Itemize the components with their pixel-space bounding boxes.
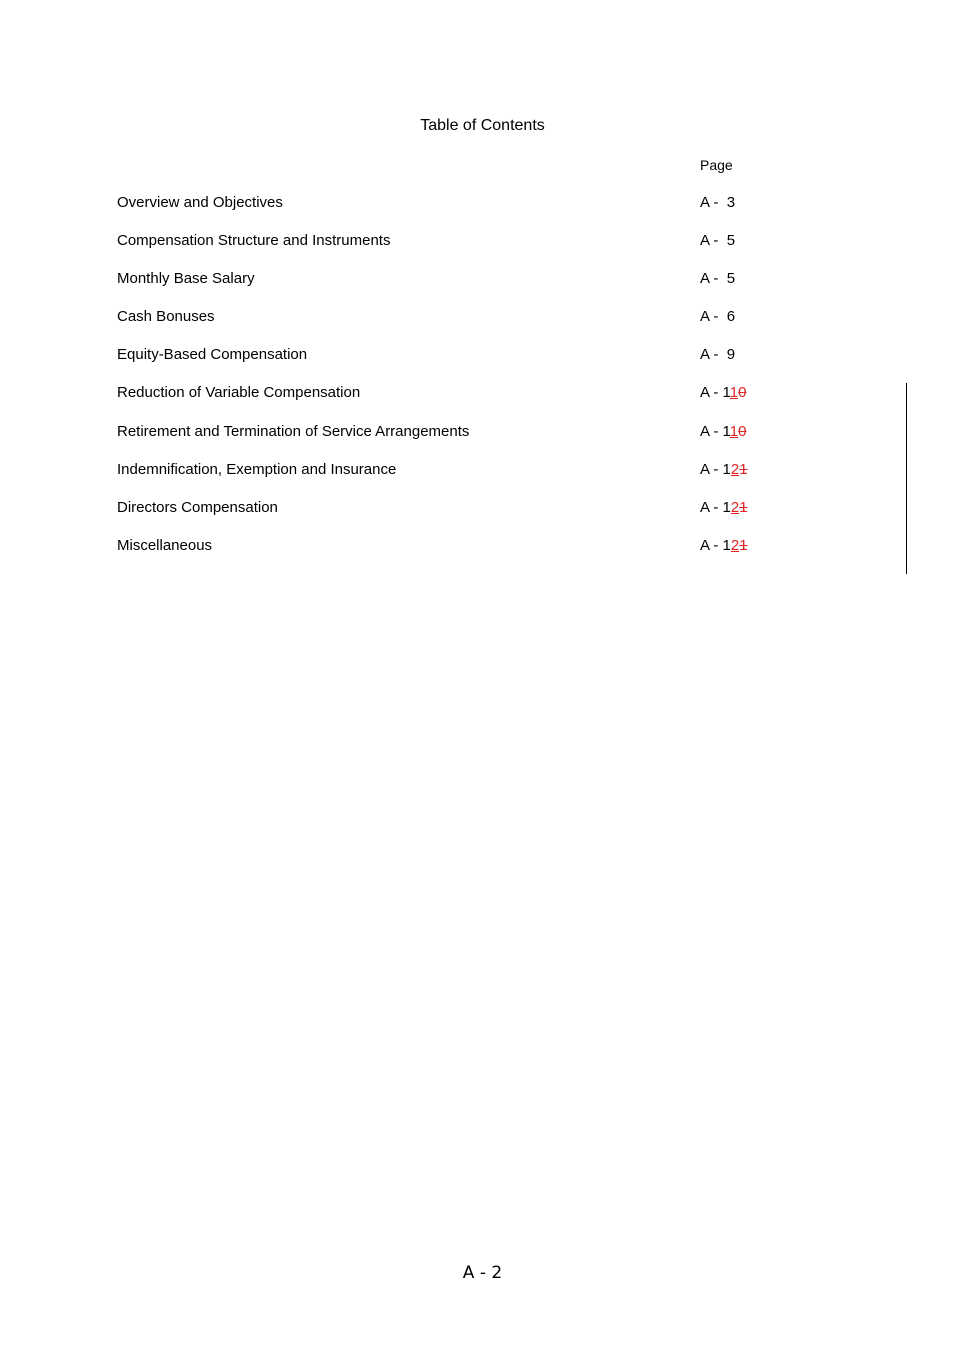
deleted-digit: 1 — [739, 460, 748, 478]
page-number: 1 — [722, 422, 730, 440]
page-prefix: A - — [700, 384, 723, 402]
toc-entry-page — [700, 193, 735, 213]
page-number: 9 — [726, 346, 736, 364]
toc-entry-page — [700, 536, 748, 556]
toc-title: Table of Contents — [420, 117, 545, 134]
toc-entry-title: Compensation Structure and Instruments — [117, 232, 391, 250]
page-number: 6 — [726, 308, 736, 326]
page-number: 1 — [722, 460, 731, 478]
toc-entry-title: Reduction of Variable Compensation — [117, 384, 361, 402]
page-number: 5 — [726, 232, 736, 250]
toc-entry-title: Monthly Base Salary — [117, 270, 255, 288]
toc-entry — [117, 307, 797, 345]
footer-page-number: A - 2 — [462, 1263, 503, 1283]
page-prefix: A - — [700, 308, 727, 326]
toc-entry-title: Cash Bonuses — [117, 308, 215, 326]
toc-list — [117, 193, 797, 574]
toc-entry — [117, 422, 797, 460]
toc-entry-page — [700, 383, 746, 403]
page-prefix: A - — [700, 194, 727, 211]
toc-entry — [117, 498, 797, 536]
toc-entry — [117, 231, 797, 269]
toc-entry — [117, 269, 797, 307]
toc-entry-page — [700, 460, 748, 480]
page-number: 3 — [726, 194, 736, 211]
deleted-digit: 1 — [739, 536, 748, 554]
toc-entry — [117, 345, 797, 383]
page-prefix: A - — [700, 536, 723, 554]
page-prefix: A - — [700, 346, 727, 364]
page-prefix: A - — [700, 232, 727, 250]
toc-entry-title: Miscellaneous — [117, 536, 213, 554]
toc-entry-page — [700, 345, 735, 365]
toc-entry — [117, 460, 797, 498]
inserted-digit: 1 — [729, 384, 739, 402]
deleted-digit: 1 — [739, 498, 748, 516]
page-number: 5 — [726, 270, 736, 288]
deleted-digit: 0 — [738, 384, 747, 402]
page-prefix: A - — [700, 270, 727, 288]
toc-entry-title: Overview and Objectives — [117, 194, 283, 211]
toc-entry-page — [700, 498, 748, 518]
page-number: 1 — [722, 384, 730, 402]
toc-entry-title: Retirement and Termination of Service Arrangements — [117, 422, 470, 440]
inserted-digit: 2 — [730, 460, 740, 478]
page-number: 1 — [722, 498, 731, 516]
deleted-digit: 0 — [738, 422, 747, 440]
toc-entry-title: Indemnification, Exemption and Insurance — [117, 460, 397, 478]
toc-entry-page — [700, 269, 735, 289]
toc-entry-page — [700, 307, 735, 327]
toc-entry-title: Directors Compensation — [117, 498, 278, 516]
page-prefix: A - — [700, 460, 723, 478]
page-column-header: Page — [700, 157, 733, 173]
revision-change-bar — [906, 383, 907, 574]
page-number: 1 — [722, 536, 731, 554]
toc-entry-page — [700, 422, 746, 442]
toc-entry — [117, 383, 797, 421]
page-prefix: A - — [700, 498, 723, 516]
toc-entry — [117, 193, 797, 231]
inserted-digit: 2 — [730, 498, 740, 516]
toc-entry-page — [700, 231, 735, 251]
inserted-digit: 1 — [729, 422, 739, 440]
toc-entry — [117, 536, 797, 574]
page-prefix: A - — [700, 422, 723, 440]
toc-entry-title: Equity-Based Compensation — [117, 346, 308, 364]
inserted-digit: 2 — [730, 536, 740, 554]
